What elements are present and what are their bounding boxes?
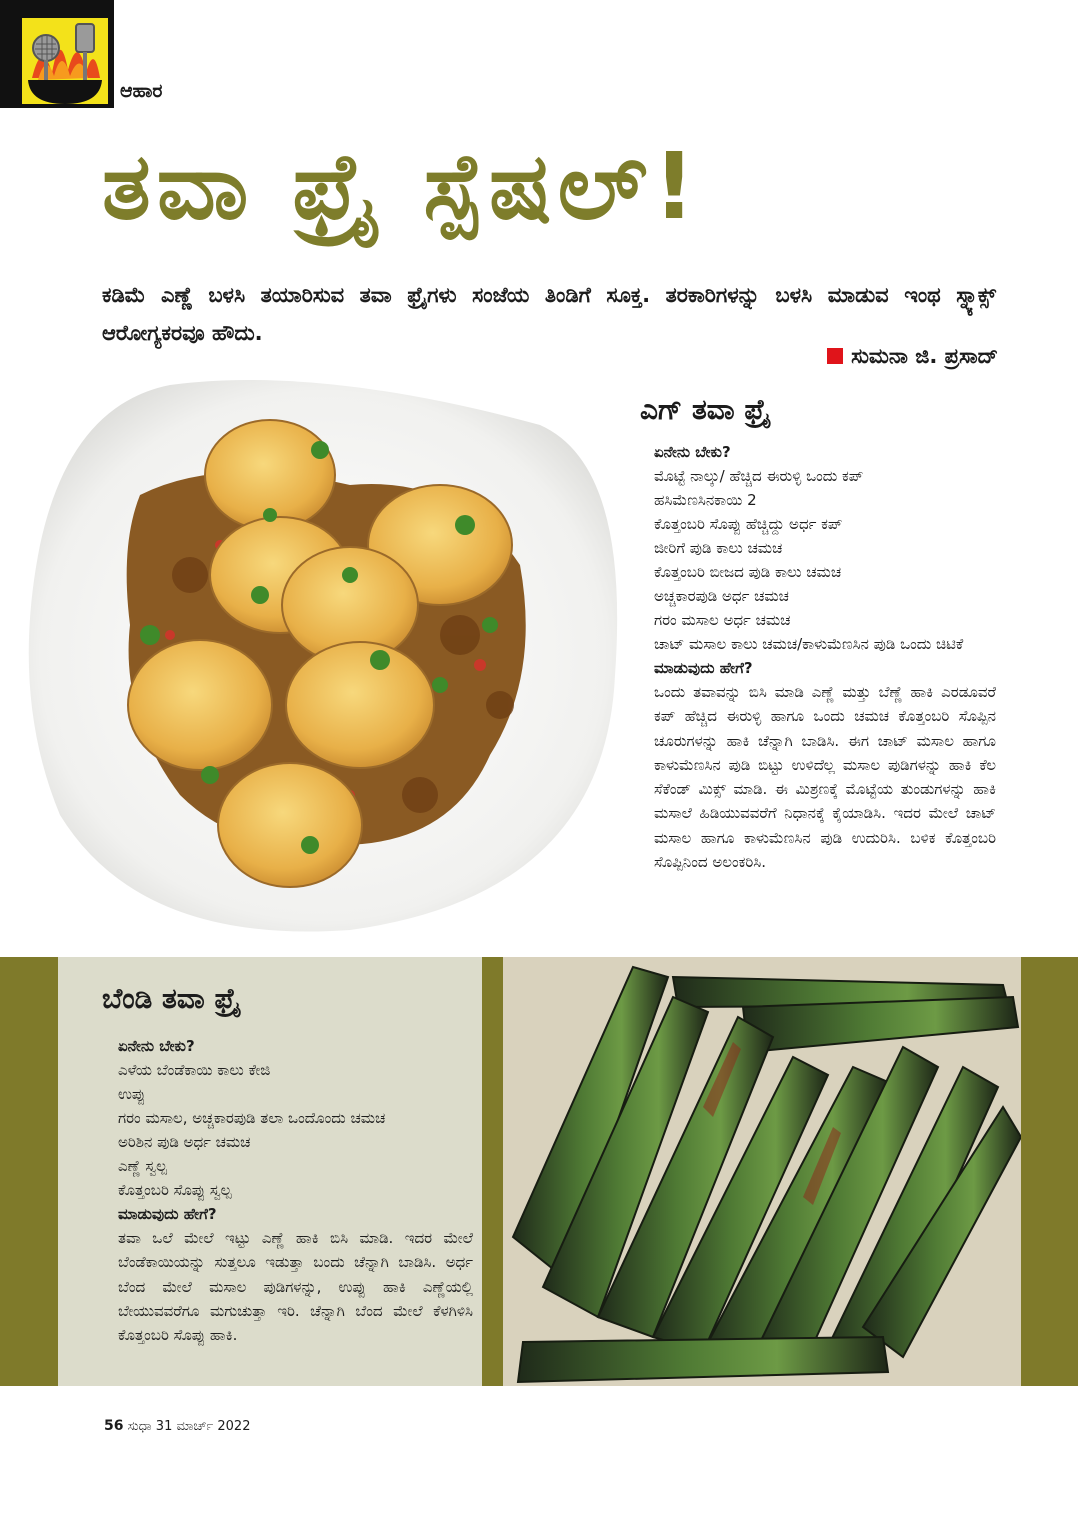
bendi-ingredients-label: ಏನೇನು ಬೇಕು?: [118, 1037, 195, 1055]
ingredient-item: ಎಣ್ಣೆ ಸ್ವಲ್ಪ: [118, 1157, 167, 1175]
egg-ingredients-list: [654, 464, 996, 656]
bendi-ingredients-list: [118, 1058, 473, 1202]
bendi-method-text: ತವಾ ಒಲೆ ಮೇಲೆ ಇಟ್ಟು ಎಣ್ಣೆ ಹಾಕಿ ಬಿಸಿ ಮಾಡಿ. ಇದರ ಮೇಲೆ ಬೆಂಡೆಕಾಯಿಯನ್ನು ಸುತ್ತಲೂ ಇಡುತ್ತಾ ಬಂದು ಚೆನ್ನಾಗಿ ಬಾಡಿಸಿ. ಅರ್ಧ ಬೆಂದ ಮೇಲೆ ಮಸಾಲ ಪುಡಿಗಳನ್ನು, ಉಪ್ಪು ಹಾಕಿ ಎಣ್ಣೆಯಲ್ಲಿ ಬೇಯುವವರೆಗೂ ಮಗುಚುತ್ತಾ ಇರಿ. ಚೆನ್ನಾಗಿ ಬೆಂದ ಮೇಲೆ ಕೆಳಗಿಳಿಸಿ ಕೊತ್ತಂಬರಿ ಸೊಪ್ಪು ಹಾಕಿ.: [118, 1229, 473, 1345]
ingredient-item: ಅಚ್ಚಕಾರಪುಡಿ ಅರ್ಧ ಚಮಚ: [654, 587, 789, 605]
intro-text: ಕಡಿಮೆ ಎಣ್ಣೆ ಬಳಸಿ ತಯಾರಿಸುವ ತವಾ ಫ್ರೈಗಳು ಸಂಜೆಯ ತಿಂಡಿಗೆ ಸೂಕ್ತ. ತರಕಾರಿಗಳನ್ನು ಬಳಸಿ ಮಾಡುವ ಇಂಥ ಸ್ನ್ಯಾಕ್ಸ್ ಆರೋಗ್ಯಕರವೂ ಹೌದು.: [102, 283, 996, 345]
byline-marker-icon: [827, 348, 843, 364]
issue-date: 31 ಮಾರ್ಚ್ 2022: [155, 1419, 251, 1434]
egg-recipe: [654, 440, 996, 874]
egg-ingredients-label: ಏನೇನು ಬೇಕು?: [654, 443, 731, 461]
magazine-name: ಸುಧಾ: [127, 1419, 152, 1434]
section-label: ಆಹಾರ: [120, 80, 163, 102]
ingredient-item: ಜೀರಿಗೆ ಪುಡಿ ಕಾಲು ಚಮಚ: [654, 539, 783, 557]
page-footer: [104, 1418, 250, 1434]
byline: [827, 344, 998, 369]
author-name: ಸುಮನಾ ಜಿ. ಪ್ರಸಾದ್: [851, 344, 998, 368]
ingredient-item: ಗರಂ ಮಸಾಲ, ಅಚ್ಚಕಾರಪುಡಿ ತಲಾ ಒಂದೊಂದು ಚಮಚ: [118, 1109, 386, 1127]
ingredient-item: ಎಳೆಯ ಬೆಂಡೆಕಾಯಿ ಕಾಲು ಕೇಜಿ: [118, 1061, 271, 1079]
kitchen-logo-icon: [22, 18, 108, 104]
bendi-method-label: ಮಾಡುವುದು ಹೇಗೆ?: [118, 1205, 217, 1223]
ingredient-item: ಅರಿಶಿನ ಪುಡಿ ಅರ್ಧ ಚಮಚ: [118, 1133, 251, 1151]
okra-fry-photo: [503, 957, 1021, 1386]
ingredient-item: ಹಸಿಮೆಣಸಿನಕಾಯಿ 2: [654, 491, 757, 509]
ingredient-item: ಉಪ್ಪು: [118, 1085, 146, 1103]
egg-recipe-title: ಎಗ್ ತವಾ ಫ್ರೈ: [640, 393, 771, 426]
bendi-recipe-title: ಬೆಂಡಿ ತವಾ ಫ್ರೈ: [102, 982, 242, 1015]
ingredient-item: ಚಾಟ್ ಮಸಾಲ ಕಾಲು ಚಮಚ/ಕಾಳುಮೆಣಸಿನ ಪುಡಿ ಒಂದು ಚಿಟಿಕೆ: [654, 635, 964, 653]
ingredient-item: ಗರಂ ಮಸಾಲ ಅರ್ಧ ಚಮಚ: [654, 611, 791, 629]
ingredient-item: ಕೊತ್ತಂಬರಿ ಸೊಪ್ಪು ಹೆಚ್ಚಿದ್ದು ಅರ್ಧ ಕಪ್: [654, 515, 843, 533]
page-title: ತವಾ ಫ್ರೈ ಸ್ಪೆಷಲ್!: [102, 133, 702, 240]
ingredient-item: ಕೊತ್ತಂಬರಿ ಸೊಪ್ಪು ಸ್ವಲ್ಪ: [118, 1181, 232, 1199]
bendi-recipe: [118, 1034, 473, 1347]
egg-fry-photo: [20, 375, 620, 935]
ingredient-item: ಮೊಟ್ಟೆ ನಾಲ್ಕು/ ಹೆಚ್ಚಿದ ಈರುಳ್ಳಿ ಒಂದು ಕಪ್: [654, 467, 864, 485]
ingredient-item: ಕೊತ್ತಂಬರಿ ಬೀಜದ ಪುಡಿ ಕಾಲು ಚಮಚ: [654, 563, 842, 581]
page-number: 56: [104, 1418, 124, 1434]
egg-method-text: ಒಂದು ತವಾವನ್ನು ಬಿಸಿ ಮಾಡಿ ಎಣ್ಣೆ ಮತ್ತು ಬೆಣ್ಣೆ ಹಾಕಿ ಎರಡೂವರೆ ಕಪ್ ಹೆಚ್ಚಿದ ಈರುಳ್ಳಿ ಹಾಗೂ ಒಂದು ಚಮಚ ಕೊತ್ತಂಬರಿ ಸೊಪ್ಪಿನ ಚೂರುಗಳನ್ನು ಹಾಕಿ ಚೆನ್ನಾಗಿ ಬಾಡಿಸಿ. ಈಗ ಚಾಟ್ ಮಸಾಲ ಹಾಗೂ ಕಾಳುಮೆಣಸಿನ ಪುಡಿ ಬಿಟ್ಟು ಉಳಿದೆಲ್ಲ ಮಸಾಲ ಪುಡಿಗಳನ್ನು ಹಾಕಿ ಕೆಲ ಸೆಕೆಂಡ್ ಮಿಕ್ಸ್ ಮಾಡಿ. ಈ ಮಿಶ್ರಣಕ್ಕೆ ಮೊಟ್ಟೆಯ ತುಂಡುಗಳನ್ನು ಹಾಕಿ ಮಸಾಲೆ ಹಿಡಿಯುವವರೆಗೆ ನಿಧಾನಕ್ಕೆ ಕೈಯಾಡಿಸಿ. ಇದರ ಮೇಲೆ ಚಾಟ್ ಮಸಾಲ ಹಾಗೂ ಕಾಳುಮೆಣಸಿನ ಪುಡಿ ಉದುರಿಸಿ. ಬಳಿಕ ಕೊತ್ತಂಬರಿ ಸೊಪ್ಪಿನಿಂದ ಅಲಂಕರಿಸಿ.: [654, 683, 996, 872]
egg-method-label: ಮಾಡುವುದು ಹೇಗೆ?: [654, 659, 753, 677]
